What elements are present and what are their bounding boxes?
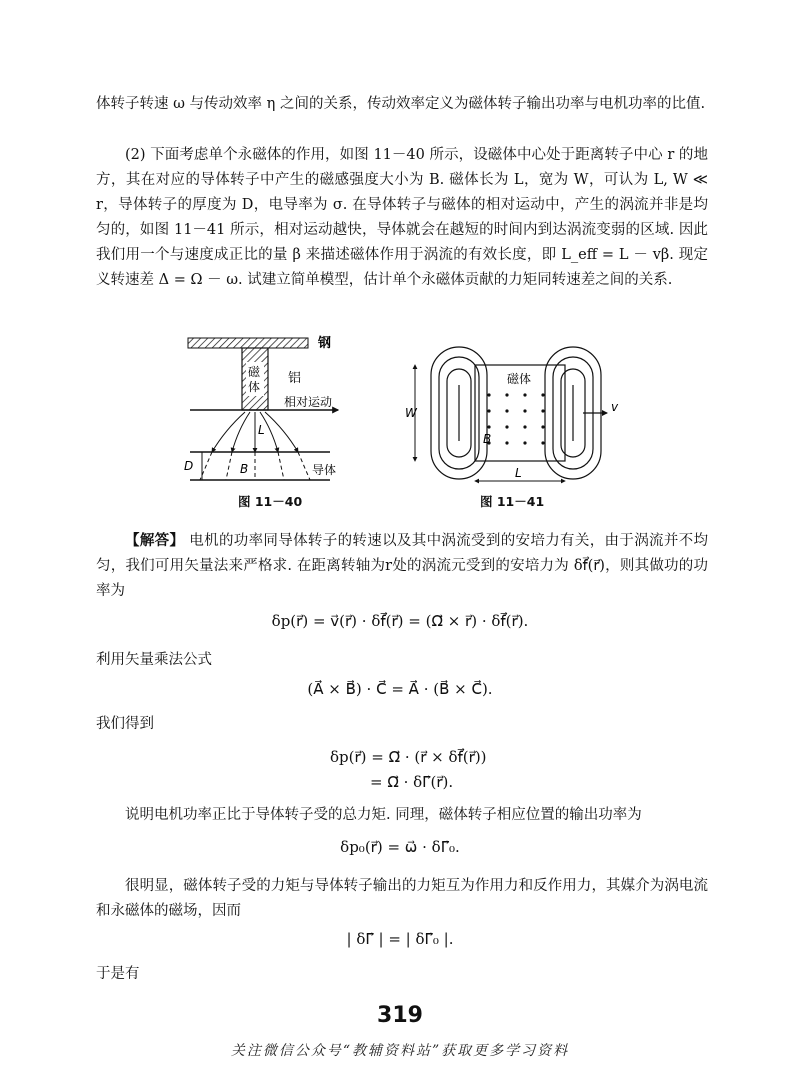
velocity-label: v [611,400,619,414]
equation-3b: = Ω⃗ · δΓ⃗(r⃗). [370,773,454,791]
paragraph-we-get: 我们得到 [96,716,154,732]
field-label: B [240,462,249,476]
equation-3a: δp(r⃗) = Ω⃗ · (r⃗ × δf⃗(r⃗)) [330,748,487,766]
paragraph-thus: 于是有 [96,966,140,982]
figure-11-41 [405,335,625,495]
figure-11-41-caption: 图 11－41 [480,494,545,509]
page-number: 319 [377,1003,423,1028]
equation-4: δp₀(r⃗) = ω⃗ · δΓ⃗₀. [340,838,460,856]
answer-paragraph [96,528,708,604]
aluminum-label: 铝 [288,371,302,386]
magnet-label-1: 磁 [248,365,261,379]
relative-motion-label: 相对运动 [284,395,333,409]
paragraph-1: 体转子转速 ω 与传动效率 η 之间的关系，传动效率定义为磁体转子输出功率与电机功率的比值. [96,96,706,112]
footer-note: 关注微信公众号“教辅资料站”获取更多学习资料 [230,1043,570,1059]
equation-5: | δΓ⃗ | = | δΓ⃗₀ |. [346,930,454,948]
steel-label: 钢 [318,336,332,351]
steel-plate [188,338,308,348]
answer-tag: 【解答】 [125,532,185,549]
paragraph-2: (2) 下面考虑单个永磁体的作用，如图 11－40 所示，设磁体中心处于距离转子中心 r 的地方，其在对应的导体转子中产生的磁感强度大小为 B. 磁体长为 L，宽为 W，可认为 L, W ≪ r，导体转子的厚度为 D，电导率为 σ. 在导体转子与磁体的相对运动中，产生的涡流并非是均匀的，如图 11－41 所示，相对运动越快，导体就会在越短的时间内到达涡流变弱的区域. 因此我们用一个与速度成正比的量 β 来描述磁体作用于涡流的有效长度，即 L_eff = L － vβ. 现定义转速差 Δ = Ω － ω. 试建立简单模型，估计单个永磁体贡献的力矩同转速差之间的关系. [96,147,708,288]
length-label-41: L [515,466,522,480]
thickness-label: D [184,459,194,473]
equation-1: δp(r⃗) = v⃗(r⃗) · δf⃗(r⃗) = (Ω⃗ × r⃗) · δf⃗(r⃗). [271,612,529,630]
field-lines [212,412,298,452]
conductor-label: 导体 [312,463,337,477]
figure-11-40 [180,330,360,495]
answer-text: 电机的功率同导体转子的转速以及其中涡流受到的安培力有关，由于涡流并不均匀，我们可用矢量法来严格求. 在距离转轴为r处的涡流元受到的安培力为 δf⃗(r⃗)，则其做功的功率为 [96,533,709,599]
magnet-label: 磁体 [507,372,532,386]
length-label: L [258,423,265,437]
paragraph-torque: 说明电机功率正比于导体转子受的总力矩. 同理，磁体转子相应位置的输出功率为 [125,807,642,823]
equation-2: (A⃗ × B⃗) · C⃗ = A⃗ · (B⃗ × C⃗). [307,680,493,698]
equation-3-block [330,745,487,795]
magnet-label-2: 体 [248,380,261,394]
paragraph-vector-formula: 利用矢量乘法公式 [96,652,212,668]
paragraph-reaction: 很明显，磁体转子受的力矩与导体转子输出的力矩互为作用力和反作用力，其媒介为涡电流和永磁体的磁场，因而 [96,878,708,919]
figure-11-40-caption: 图 11－40 [238,494,303,509]
width-label: W [405,406,417,420]
field-label-41: B [483,432,492,446]
